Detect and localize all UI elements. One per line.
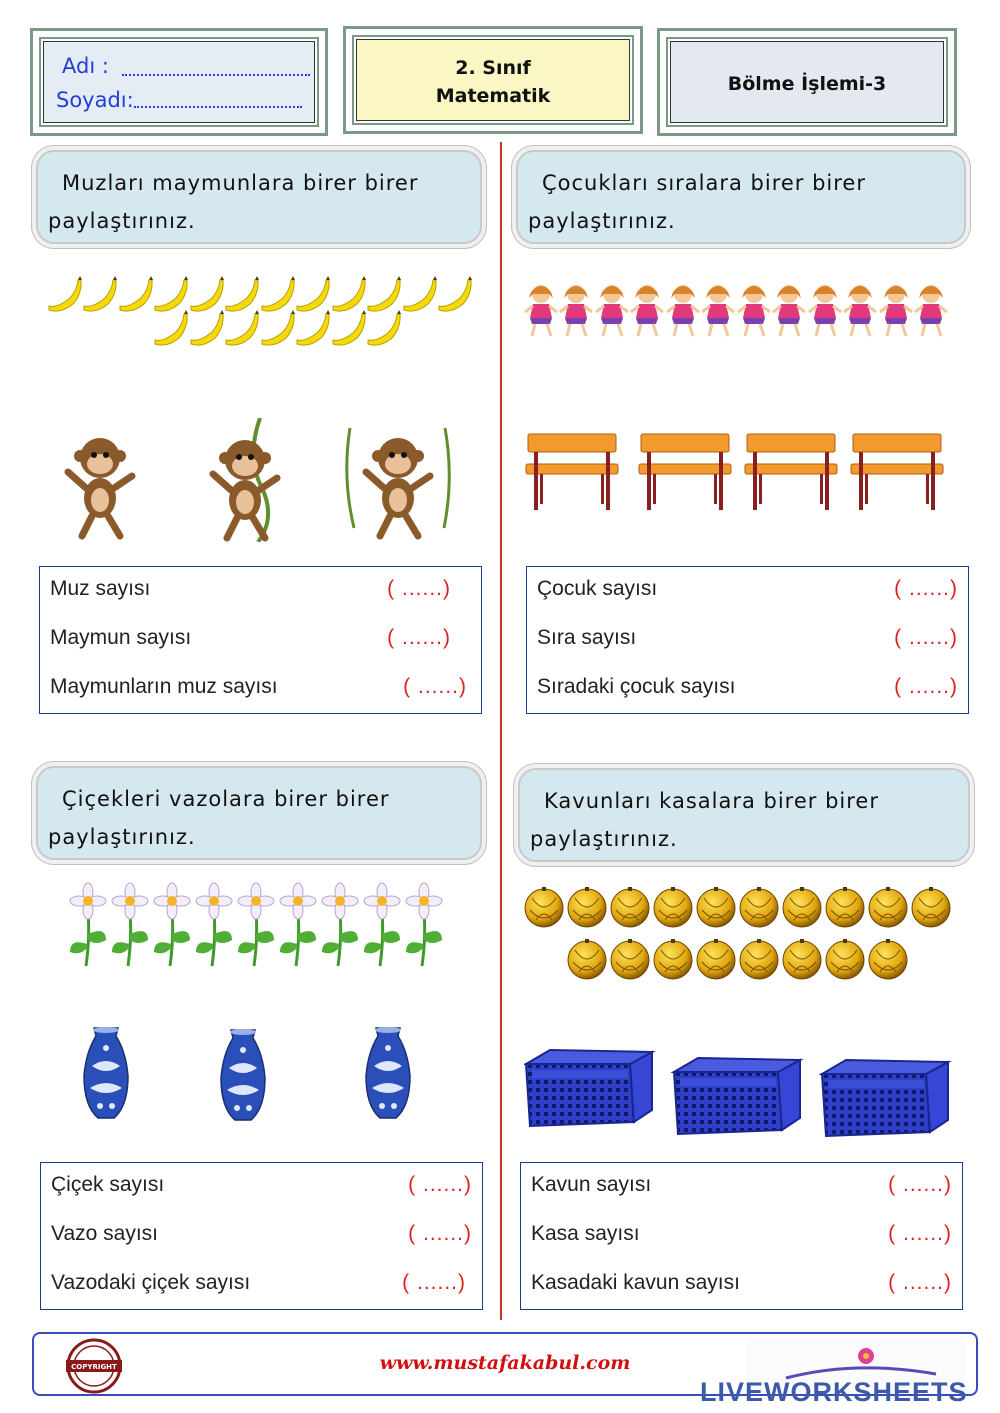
melon-icon — [568, 939, 606, 979]
banana-icon — [297, 276, 330, 311]
answer-blank[interactable]: ( ......) — [403, 675, 467, 698]
instruction-line: paylaştırınız. — [48, 209, 196, 233]
banana-icon — [333, 276, 366, 311]
monkey-icon — [68, 438, 132, 536]
center-divider — [500, 142, 502, 1320]
flower-icon — [196, 883, 232, 966]
answer-box-melons — [520, 1162, 963, 1310]
answer-row — [51, 1271, 472, 1301]
answer-blank[interactable]: ( ......) — [888, 1271, 952, 1294]
melon-row-2 — [568, 939, 907, 979]
answer-label: Maymun sayısı — [50, 626, 192, 649]
melon-icon — [826, 887, 864, 927]
banana-icon — [120, 276, 153, 311]
girl-icon — [738, 285, 770, 336]
crate-icon — [526, 1050, 652, 1126]
banana-icon — [368, 276, 401, 311]
liveworksheets-brand — [700, 1377, 968, 1408]
flower-icon — [406, 883, 442, 966]
answer-row — [50, 626, 471, 656]
crate-icon — [822, 1060, 948, 1136]
name-field[interactable] — [122, 74, 310, 76]
banana-icon — [439, 276, 472, 311]
melon-icon — [826, 939, 864, 979]
subject-text: Matematik — [435, 85, 551, 107]
girl-icon — [809, 285, 841, 336]
monkey-group — [50, 418, 470, 542]
bench-icon — [526, 434, 618, 510]
name-box — [30, 28, 328, 136]
worksheet-title: Bölme İşlemi-3 — [727, 73, 887, 95]
answer-row — [537, 577, 958, 607]
melon-group — [524, 882, 956, 988]
answer-row — [531, 1173, 952, 1203]
answer-box-flowers — [40, 1162, 483, 1310]
answer-row — [531, 1222, 952, 1252]
answer-box-bananas — [39, 566, 482, 714]
answer-label: Muz sayısı — [50, 577, 151, 600]
answer-blank[interactable]: ( ......) — [387, 577, 451, 600]
girl-icon — [880, 285, 912, 336]
melon-icon — [568, 887, 606, 927]
melon-icon — [611, 887, 649, 927]
melon-icon — [697, 887, 735, 927]
vase-icon — [366, 1027, 410, 1118]
liveworksheets-text: LIVEWORKSHEETS — [700, 1377, 968, 1407]
bench-icon — [745, 434, 837, 510]
melon-icon — [654, 887, 692, 927]
girl-icon — [702, 285, 734, 336]
melon-icon — [869, 939, 907, 979]
banana-icon — [404, 276, 437, 311]
flower-icon — [322, 883, 358, 966]
surname-label: Soyadı: — [56, 88, 134, 112]
banana-group — [40, 272, 480, 352]
instruction-line: paylaştırınız. — [48, 825, 196, 849]
bench-icon — [639, 434, 731, 510]
monkey-icon — [366, 438, 430, 536]
banana-icon — [297, 310, 330, 345]
melon-row-1 — [525, 887, 950, 927]
answer-label: Sıra sayısı — [537, 626, 637, 649]
flower-icon — [280, 883, 316, 966]
name-label: Adı : — [62, 54, 109, 78]
answer-label: Vazodaki çiçek sayısı — [51, 1271, 251, 1294]
answer-blank[interactable]: ( ......) — [387, 626, 451, 649]
answer-row — [50, 675, 471, 705]
banana-row-2 — [155, 310, 401, 345]
answer-label: Vazo sayısı — [51, 1222, 158, 1245]
answer-row — [531, 1271, 952, 1301]
melon-icon — [912, 887, 950, 927]
surname-field[interactable] — [134, 106, 302, 108]
girl-icon — [525, 285, 557, 336]
answer-row — [50, 577, 471, 607]
crate-group — [524, 1030, 954, 1146]
bench-group — [524, 428, 954, 512]
banana-icon — [262, 310, 295, 345]
girl-icon — [560, 285, 592, 336]
melon-icon — [654, 939, 692, 979]
answer-label: Kasa sayısı — [531, 1222, 640, 1245]
crate-icon — [674, 1058, 800, 1134]
answer-label: Maymunların muz sayısı — [50, 675, 278, 698]
instruction-line: paylaştırınız. — [528, 209, 676, 233]
instruction-line: Kavunları kasalara birer birer — [544, 789, 879, 813]
answer-blank[interactable]: ( ......) — [888, 1173, 952, 1196]
answer-blank[interactable]: ( ......) — [894, 675, 958, 698]
flower-icon — [364, 883, 400, 966]
grade-text: 2. Sınıf — [455, 57, 531, 79]
answer-blank[interactable]: ( ......) — [894, 577, 958, 600]
title-box — [657, 28, 957, 136]
answer-blank[interactable]: ( ......) — [408, 1222, 472, 1245]
answer-blank[interactable]: ( ......) — [402, 1271, 466, 1294]
children-group — [524, 282, 954, 338]
answer-blank[interactable]: ( ......) — [408, 1173, 472, 1196]
answer-row — [537, 626, 958, 656]
flower-icon — [238, 883, 274, 966]
answer-row — [51, 1173, 472, 1203]
answer-label: Kasadaki kavun sayısı — [531, 1271, 740, 1294]
banana-icon — [191, 276, 224, 311]
instruction-children — [516, 150, 966, 244]
banana-icon — [333, 310, 366, 345]
banana-icon — [226, 310, 259, 345]
answer-box-children — [526, 566, 969, 714]
answer-blank[interactable]: ( ......) — [894, 626, 958, 649]
banana-icon — [49, 276, 82, 311]
flower-icon — [70, 883, 106, 966]
banana-icon — [368, 310, 401, 345]
answer-blank[interactable]: ( ......) — [888, 1222, 952, 1245]
banana-icon — [262, 276, 295, 311]
instruction-bananas — [36, 150, 482, 244]
vase-group — [70, 1022, 430, 1122]
answer-row — [51, 1222, 472, 1252]
copyright-badge-text: COPYRIGHT — [71, 1363, 117, 1371]
banana-icon — [191, 310, 224, 345]
melon-icon — [697, 939, 735, 979]
flower-icon — [112, 883, 148, 966]
girl-icon — [631, 285, 663, 336]
instruction-flowers — [36, 766, 482, 860]
instruction-line: Çiçekleri vazolara birer birer — [62, 787, 390, 811]
girl-icon — [667, 285, 699, 336]
instruction-line: Muzları maymunlara birer birer — [62, 171, 419, 195]
bench-icon — [851, 434, 943, 510]
grade-box — [343, 26, 643, 134]
banana-icon — [226, 276, 259, 311]
girl-icon — [773, 285, 805, 336]
answer-label: Sıradaki çocuk sayısı — [537, 675, 736, 698]
instruction-line: paylaştırınız. — [530, 827, 678, 851]
banana-icon — [155, 276, 188, 311]
answer-label: Kavun sayısı — [531, 1173, 652, 1196]
vase-icon — [84, 1027, 128, 1118]
banana-icon — [155, 310, 188, 345]
answer-label: Çocuk sayısı — [537, 577, 658, 600]
girl-icon — [596, 285, 628, 336]
banana-row-1 — [49, 276, 472, 311]
instruction-line: Çocukları sıralara birer birer — [542, 171, 866, 195]
flower-icon — [154, 883, 190, 966]
melon-icon — [869, 887, 907, 927]
answer-label: Çiçek sayısı — [51, 1173, 165, 1196]
melon-icon — [525, 887, 563, 927]
banana-icon — [84, 276, 117, 311]
melon-icon — [740, 887, 778, 927]
instruction-melons — [518, 768, 970, 862]
melon-icon — [740, 939, 778, 979]
vase-icon — [221, 1029, 265, 1120]
answer-row — [537, 675, 958, 705]
website-link[interactable]: www.mustafakabul.com — [379, 1352, 631, 1374]
melon-icon — [783, 887, 821, 927]
girl-icon — [844, 285, 876, 336]
melon-icon — [611, 939, 649, 979]
flower-group — [68, 882, 452, 968]
girl-icon — [915, 285, 947, 336]
melon-icon — [783, 939, 821, 979]
